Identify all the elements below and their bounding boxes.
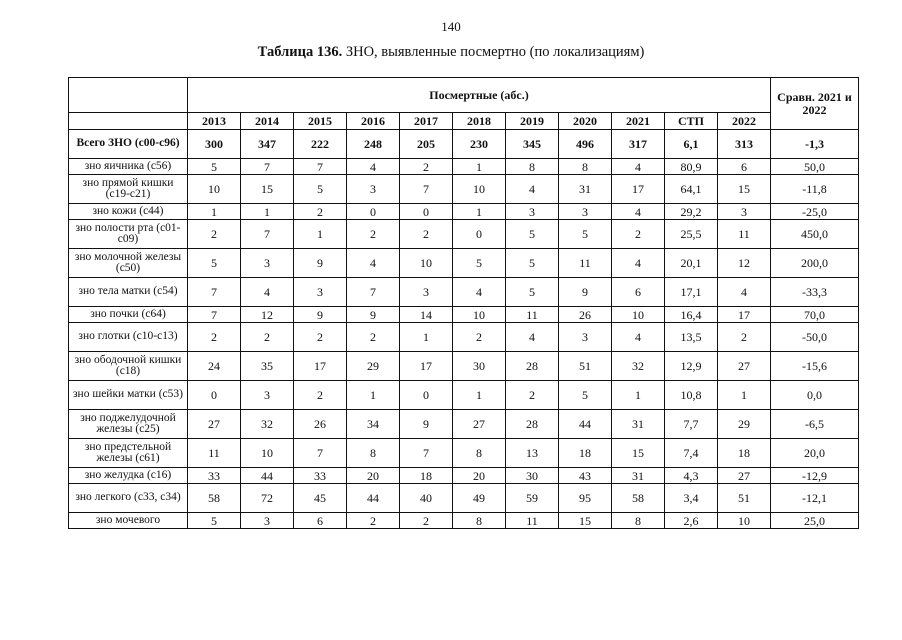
compare-cell: -25,0 <box>771 204 859 220</box>
compare-cell: 50,0 <box>771 159 859 175</box>
value-cell: 2 <box>718 323 771 352</box>
value-cell: 15 <box>718 175 771 204</box>
value-cell: 18 <box>718 439 771 468</box>
value-cell: 2 <box>400 159 453 175</box>
value-cell: 8 <box>506 159 559 175</box>
row-label: зно полости рта (с01-с09) <box>69 220 188 249</box>
value-cell: 1 <box>241 204 294 220</box>
row-label: зно кожи (с44) <box>69 204 188 220</box>
row-label: зно желудка (с16) <box>69 468 188 484</box>
value-cell: 5 <box>294 175 347 204</box>
value-cell: 15 <box>559 513 612 529</box>
value-cell: 17 <box>400 352 453 381</box>
value-cell: 31 <box>559 175 612 204</box>
value-cell: 0 <box>400 204 453 220</box>
column-header: 2014 <box>241 113 294 130</box>
caption-table-number: Таблица 136. <box>257 44 343 60</box>
caption-title: ЗНО, выявленные посмертно (по локализациям) <box>342 44 645 60</box>
value-cell: 18 <box>400 468 453 484</box>
value-cell: 313 <box>718 130 771 159</box>
column-header: 2017 <box>400 113 453 130</box>
value-cell: 17 <box>294 352 347 381</box>
value-cell: 5 <box>188 513 241 529</box>
column-header: 2015 <box>294 113 347 130</box>
value-cell: 248 <box>347 130 400 159</box>
value-cell: 7 <box>241 220 294 249</box>
value-cell: 25,5 <box>665 220 718 249</box>
value-cell: 7 <box>400 439 453 468</box>
value-cell: 29 <box>718 410 771 439</box>
value-cell: 7 <box>188 278 241 307</box>
value-cell: 3 <box>241 381 294 410</box>
compare-cell: -6,5 <box>771 410 859 439</box>
compare-cell: -12,9 <box>771 468 859 484</box>
table-row <box>69 468 859 484</box>
row-label: зно глотки (с10-с13) <box>69 323 188 352</box>
value-cell: 17,1 <box>665 278 718 307</box>
value-cell: 16,4 <box>665 307 718 323</box>
value-cell: 13,5 <box>665 323 718 352</box>
value-cell: 9 <box>347 307 400 323</box>
value-cell: 2 <box>294 381 347 410</box>
value-cell: 5 <box>506 249 559 278</box>
group-header: Посмертные (абс.) <box>188 78 771 113</box>
value-cell: 6,1 <box>665 130 718 159</box>
value-cell: 496 <box>559 130 612 159</box>
row-label: зно ободочной кишки (с18) <box>69 352 188 381</box>
value-cell: 1 <box>453 159 506 175</box>
row-label: Всего ЗНО (с00-с96) <box>69 130 188 159</box>
compare-header: Сравн. 2021 и 2022 <box>771 78 859 130</box>
value-cell: 2 <box>400 220 453 249</box>
value-cell: 9 <box>559 278 612 307</box>
value-cell: 9 <box>294 307 347 323</box>
value-cell: 4 <box>612 323 665 352</box>
value-cell: 2 <box>347 220 400 249</box>
row-label: зно предстельной железы (с61) <box>69 439 188 468</box>
value-cell: 3 <box>241 249 294 278</box>
value-cell: 3 <box>294 278 347 307</box>
value-cell: 17 <box>612 175 665 204</box>
value-cell: 12,9 <box>665 352 718 381</box>
value-cell: 26 <box>294 410 347 439</box>
value-cell: 3 <box>559 204 612 220</box>
value-cell: 300 <box>188 130 241 159</box>
row-label: зно мочевого <box>69 513 188 529</box>
value-cell: 12 <box>241 307 294 323</box>
row-label: зно молочной железы (с50) <box>69 249 188 278</box>
table-row <box>69 513 859 529</box>
table-row <box>69 323 859 352</box>
row-label: зно поджелудочной железы (с25) <box>69 410 188 439</box>
value-cell: 30 <box>506 468 559 484</box>
table-row <box>69 159 859 175</box>
table-row <box>69 204 859 220</box>
value-cell: 58 <box>612 484 665 513</box>
value-cell: 14 <box>400 307 453 323</box>
column-header: 2013 <box>188 113 241 130</box>
value-cell: 347 <box>241 130 294 159</box>
value-cell: 5 <box>506 220 559 249</box>
value-cell: 6 <box>294 513 347 529</box>
table-row <box>69 278 859 307</box>
value-cell: 3 <box>718 204 771 220</box>
value-cell: 4 <box>241 278 294 307</box>
table-row <box>69 130 859 159</box>
value-cell: 5 <box>188 159 241 175</box>
compare-cell: 450,0 <box>771 220 859 249</box>
column-header: 2021 <box>612 113 665 130</box>
value-cell: 10 <box>718 513 771 529</box>
value-cell: 7 <box>188 307 241 323</box>
value-cell: 72 <box>241 484 294 513</box>
value-cell: 4 <box>612 249 665 278</box>
value-cell: 0 <box>347 204 400 220</box>
value-cell: 10 <box>453 175 506 204</box>
compare-cell: -15,6 <box>771 352 859 381</box>
value-cell: 11 <box>506 307 559 323</box>
value-cell: 59 <box>506 484 559 513</box>
value-cell: 4 <box>506 323 559 352</box>
value-cell: 7 <box>294 159 347 175</box>
value-cell: 44 <box>241 468 294 484</box>
value-cell: 20 <box>453 468 506 484</box>
value-cell: 2,6 <box>665 513 718 529</box>
value-cell: 5 <box>559 220 612 249</box>
table-row <box>69 381 859 410</box>
value-cell: 222 <box>294 130 347 159</box>
column-header: 2018 <box>453 113 506 130</box>
value-cell: 95 <box>559 484 612 513</box>
compare-cell: -12,1 <box>771 484 859 513</box>
value-cell: 29 <box>347 352 400 381</box>
value-cell: 32 <box>612 352 665 381</box>
value-cell: 2 <box>188 323 241 352</box>
value-cell: 10 <box>612 307 665 323</box>
value-cell: 11 <box>506 513 559 529</box>
value-cell: 4 <box>718 278 771 307</box>
value-cell: 28 <box>506 410 559 439</box>
value-cell: 5 <box>188 249 241 278</box>
value-cell: 10 <box>241 439 294 468</box>
table-caption <box>0 44 902 61</box>
value-cell: 27 <box>188 410 241 439</box>
posthumous-cancer-table <box>68 77 859 529</box>
value-cell: 8 <box>559 159 612 175</box>
value-cell: 49 <box>453 484 506 513</box>
value-cell: 4 <box>453 278 506 307</box>
value-cell: 4 <box>506 175 559 204</box>
value-cell: 45 <box>294 484 347 513</box>
value-cell: 7 <box>241 159 294 175</box>
value-cell: 10 <box>400 249 453 278</box>
value-cell: 4,3 <box>665 468 718 484</box>
value-cell: 3 <box>347 175 400 204</box>
value-cell: 2 <box>506 381 559 410</box>
value-cell: 1 <box>612 381 665 410</box>
value-cell: 8 <box>347 439 400 468</box>
value-cell: 2 <box>294 323 347 352</box>
value-cell: 9 <box>400 410 453 439</box>
value-cell: 3,4 <box>665 484 718 513</box>
value-cell: 11 <box>718 220 771 249</box>
value-cell: 43 <box>559 468 612 484</box>
value-cell: 7 <box>347 278 400 307</box>
column-header: 2022 <box>718 113 771 130</box>
value-cell: 11 <box>188 439 241 468</box>
value-cell: 33 <box>294 468 347 484</box>
value-cell: 8 <box>453 513 506 529</box>
value-cell: 7 <box>400 175 453 204</box>
value-cell: 51 <box>718 484 771 513</box>
table-row <box>69 352 859 381</box>
value-cell: 4 <box>347 159 400 175</box>
value-cell: 345 <box>506 130 559 159</box>
value-cell: 64,1 <box>665 175 718 204</box>
value-cell: 8 <box>612 513 665 529</box>
value-cell: 26 <box>559 307 612 323</box>
value-cell: 0 <box>188 381 241 410</box>
value-cell: 31 <box>612 468 665 484</box>
value-cell: 10 <box>453 307 506 323</box>
value-cell: 4 <box>612 159 665 175</box>
value-cell: 17 <box>718 307 771 323</box>
value-cell: 20,1 <box>665 249 718 278</box>
value-cell: 3 <box>400 278 453 307</box>
value-cell: 10,8 <box>665 381 718 410</box>
table-row <box>69 220 859 249</box>
value-cell: 3 <box>506 204 559 220</box>
value-cell: 27 <box>453 410 506 439</box>
compare-cell: 20,0 <box>771 439 859 468</box>
value-cell: 40 <box>400 484 453 513</box>
value-cell: 51 <box>559 352 612 381</box>
row-label: зно легкого (с33, с34) <box>69 484 188 513</box>
value-cell: 5 <box>453 249 506 278</box>
value-cell: 2 <box>453 323 506 352</box>
value-cell: 205 <box>400 130 453 159</box>
compare-cell: -33,3 <box>771 278 859 307</box>
table-row <box>69 439 859 468</box>
value-cell: 7,7 <box>665 410 718 439</box>
corner-cell <box>69 78 188 113</box>
value-cell: 5 <box>506 278 559 307</box>
row-label: зно почки (с64) <box>69 307 188 323</box>
compare-cell: -1,3 <box>771 130 859 159</box>
value-cell: 4 <box>612 204 665 220</box>
value-cell: 18 <box>559 439 612 468</box>
value-cell: 13 <box>506 439 559 468</box>
value-cell: 1 <box>188 204 241 220</box>
value-cell: 33 <box>188 468 241 484</box>
value-cell: 1 <box>347 381 400 410</box>
value-cell: 28 <box>506 352 559 381</box>
value-cell: 5 <box>559 381 612 410</box>
value-cell: 0 <box>400 381 453 410</box>
value-cell: 31 <box>612 410 665 439</box>
value-cell: 58 <box>188 484 241 513</box>
value-cell: 30 <box>453 352 506 381</box>
table-row <box>69 175 859 204</box>
value-cell: 3 <box>559 323 612 352</box>
compare-cell: 0,0 <box>771 381 859 410</box>
value-cell: 12 <box>718 249 771 278</box>
value-cell: 2 <box>241 323 294 352</box>
page-number: 140 <box>441 19 461 34</box>
row-label: зно тела матки (с54) <box>69 278 188 307</box>
value-cell: 27 <box>718 352 771 381</box>
value-cell: 8 <box>453 439 506 468</box>
value-cell: 2 <box>612 220 665 249</box>
table-row <box>69 410 859 439</box>
value-cell: 4 <box>347 249 400 278</box>
compare-cell: -50,0 <box>771 323 859 352</box>
compare-cell: 200,0 <box>771 249 859 278</box>
value-cell: 1 <box>718 381 771 410</box>
value-cell: 2 <box>188 220 241 249</box>
value-cell: 2 <box>400 513 453 529</box>
value-cell: 44 <box>559 410 612 439</box>
row-label: зно прямой кишки (с19-с21) <box>69 175 188 204</box>
column-header: 2020 <box>559 113 612 130</box>
value-cell: 6 <box>718 159 771 175</box>
value-cell: 2 <box>347 513 400 529</box>
value-cell: 0 <box>453 220 506 249</box>
value-cell: 11 <box>559 249 612 278</box>
value-cell: 80,9 <box>665 159 718 175</box>
column-header: СТП <box>665 113 718 130</box>
value-cell: 34 <box>347 410 400 439</box>
value-cell: 35 <box>241 352 294 381</box>
table-row <box>69 249 859 278</box>
value-cell: 2 <box>294 204 347 220</box>
value-cell: 2 <box>347 323 400 352</box>
value-cell: 7,4 <box>665 439 718 468</box>
value-cell: 1 <box>453 381 506 410</box>
row-label: зно яичника (с56) <box>69 159 188 175</box>
value-cell: 15 <box>241 175 294 204</box>
value-cell: 32 <box>241 410 294 439</box>
value-cell: 230 <box>453 130 506 159</box>
compare-cell: 25,0 <box>771 513 859 529</box>
value-cell: 9 <box>294 249 347 278</box>
value-cell: 20 <box>347 468 400 484</box>
row-label: зно шейки матки (с53) <box>69 381 188 410</box>
value-cell: 24 <box>188 352 241 381</box>
column-header: 2019 <box>506 113 559 130</box>
value-cell: 10 <box>188 175 241 204</box>
value-cell: 15 <box>612 439 665 468</box>
compare-cell: 70,0 <box>771 307 859 323</box>
column-header: 2016 <box>347 113 400 130</box>
value-cell: 27 <box>718 468 771 484</box>
table-row <box>69 307 859 323</box>
value-cell: 3 <box>241 513 294 529</box>
value-cell: 1 <box>294 220 347 249</box>
value-cell: 1 <box>453 204 506 220</box>
table-row <box>69 484 859 513</box>
value-cell: 317 <box>612 130 665 159</box>
value-cell: 7 <box>294 439 347 468</box>
compare-cell: -11,8 <box>771 175 859 204</box>
value-cell: 44 <box>347 484 400 513</box>
value-cell: 29,2 <box>665 204 718 220</box>
value-cell: 6 <box>612 278 665 307</box>
corner-cell-year <box>69 113 188 130</box>
value-cell: 1 <box>400 323 453 352</box>
